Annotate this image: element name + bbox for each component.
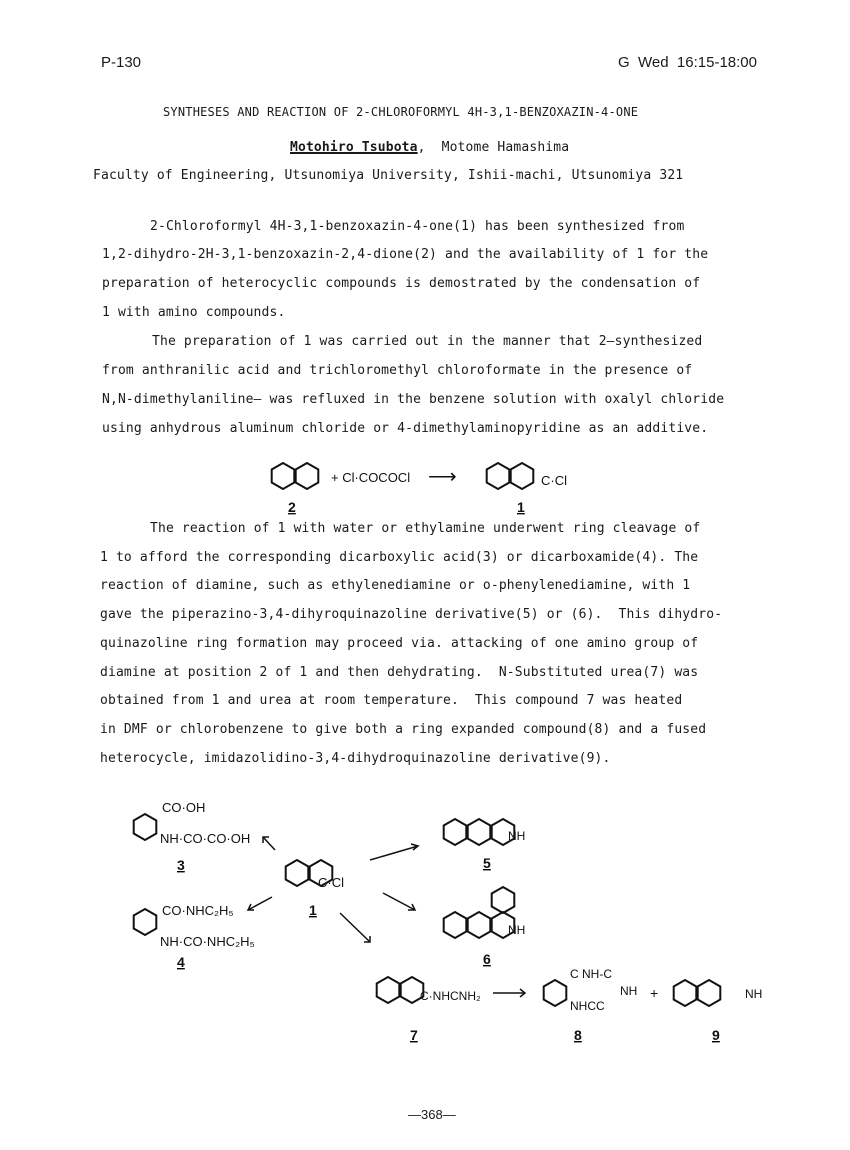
pyrimidine-ring	[468, 912, 491, 938]
compound-label-7: 7	[410, 1027, 418, 1043]
p2-line: The preparation of 1 was carried out in the manner that 2—synthesized	[152, 334, 703, 349]
p1-line: 1,2-dihydro-2H-3,1-benzoxazin-2,4-dione(2) and the availability of 1 for the	[102, 247, 709, 262]
p3-line: in DMF or chlorobenzene to give both a ring expanded compound(8) and a fused	[100, 722, 707, 737]
compound-label-1: 1	[309, 902, 317, 918]
compound1-cl-group: C·Cl	[318, 875, 344, 890]
p3-line: obtained from 1 and urea at room temperature. This compound 7 was heated	[100, 693, 683, 708]
pyrimidine-ring	[698, 980, 721, 1006]
p1-line: preparation of heterocyclic compounds is demostrated by the condensation of	[102, 276, 701, 291]
pyrimidine-ring	[468, 819, 491, 845]
compound-label-5: 5	[483, 855, 491, 871]
compound-label-4: 4	[177, 954, 185, 970]
compound8-top: C NH-C	[570, 967, 612, 981]
compound3-top-group: CO·OH	[162, 800, 206, 815]
ring-structures	[134, 463, 721, 1006]
compound-label-8: 8	[574, 1027, 582, 1043]
p2-line: using anhydrous aluminum chloride or 4-dimethylaminopyridine as an additive.	[102, 421, 709, 436]
compound3-bottom-group: NH·CO·CO·OH	[160, 831, 251, 846]
compound4-bottom-group: NH·CO·NHC₂H₅	[160, 934, 255, 949]
compound8-nh: NH	[620, 984, 638, 998]
p3-line: 1 to afford the corresponding dicarboxylic acid(3) or dicarboxamide(4). The	[100, 550, 699, 565]
reaction-arrow: ⟶	[428, 466, 457, 488]
p3-line: gave the piperazino-3,4-dihyroquinazoline derivative(5) or (6). This dihydro-	[100, 607, 723, 622]
compound6-nh: NH	[508, 923, 526, 937]
benzene-ring	[444, 819, 467, 845]
benzene-ring	[674, 980, 697, 1006]
benzene-ring	[487, 463, 510, 489]
oxazine-ring	[296, 463, 319, 489]
compound-label-1: 1	[517, 499, 525, 515]
page-number: —368—	[408, 1107, 456, 1122]
author-separator: ,	[417, 140, 426, 155]
compound-label-2: 2	[288, 499, 296, 515]
plus-sign: +	[650, 985, 659, 1001]
p3-line: diamine at position 2 of 1 and then dehydrating. N-Substituted urea(7) was	[100, 665, 699, 680]
p1-line: 1 with amino compounds.	[102, 305, 286, 320]
benzene-ring	[444, 912, 467, 938]
p2-line: from anthranilic acid and trichloromethyl chloroformate in the presence of	[102, 363, 693, 378]
coauthor: Motome Hamashima	[441, 140, 570, 155]
reagent-oxalyl-chloride: + Cl·COCOCl	[331, 470, 411, 485]
compound8-bottom: NHCC	[570, 999, 605, 1013]
p3-line: quinazoline ring formation may proceed via. attacking of one amino group of	[100, 636, 699, 651]
compound9-nh: NH	[745, 987, 763, 1001]
compound5-nh: NH	[508, 829, 526, 843]
p3-line: heterocycle, imidazolidino-3,4-dihydroquinazoline derivative(9).	[100, 751, 611, 766]
benzene-ring	[286, 860, 309, 886]
benzene-ring	[134, 814, 157, 840]
presenting-author: Motohiro Tsubota	[290, 140, 418, 155]
compound4-top-group: CO·NHC₂H₅	[162, 903, 234, 918]
p2-line: N,N-dimethylaniline— was refluxed in the benzene solution with oxalyl chloride	[102, 392, 725, 407]
benzene-ring	[134, 909, 157, 935]
p3-line: The reaction of 1 with water or ethylamine underwent ring cleavage of	[150, 521, 701, 536]
abstract-code: P-130	[101, 54, 142, 71]
benzene-ring	[272, 463, 295, 489]
oxazine-ring	[511, 463, 534, 489]
p1-line: 2-Chloroformyl 4H-3,1-benzoxazin-4-one(1) has been synthesized from	[150, 219, 685, 234]
benzene-ring	[377, 977, 400, 1003]
compound7-chain: C·NHCNH₂	[420, 989, 481, 1003]
session-time: G Wed 16:15-18:00	[618, 54, 757, 71]
benzene-ring	[544, 980, 567, 1006]
compound-label-6: 6	[483, 951, 491, 967]
benzene-ring	[492, 887, 515, 913]
chloroformyl-group: C·Cl	[541, 473, 567, 488]
compound-label-9: 9	[712, 1027, 720, 1043]
affiliation: Faculty of Engineering, Utsunomiya University, Ishii-machi, Utsunomiya 321	[93, 168, 684, 183]
p3-line: reaction of diamine, such as ethylenediamine or o-phenylenediamine, with 1	[100, 578, 691, 593]
paper-title: SYNTHESES AND REACTION OF 2-CHLOROFORMYL 4H-3,1-BENZOXAZIN-4-ONE	[163, 105, 639, 119]
compound-label-3: 3	[177, 857, 185, 873]
